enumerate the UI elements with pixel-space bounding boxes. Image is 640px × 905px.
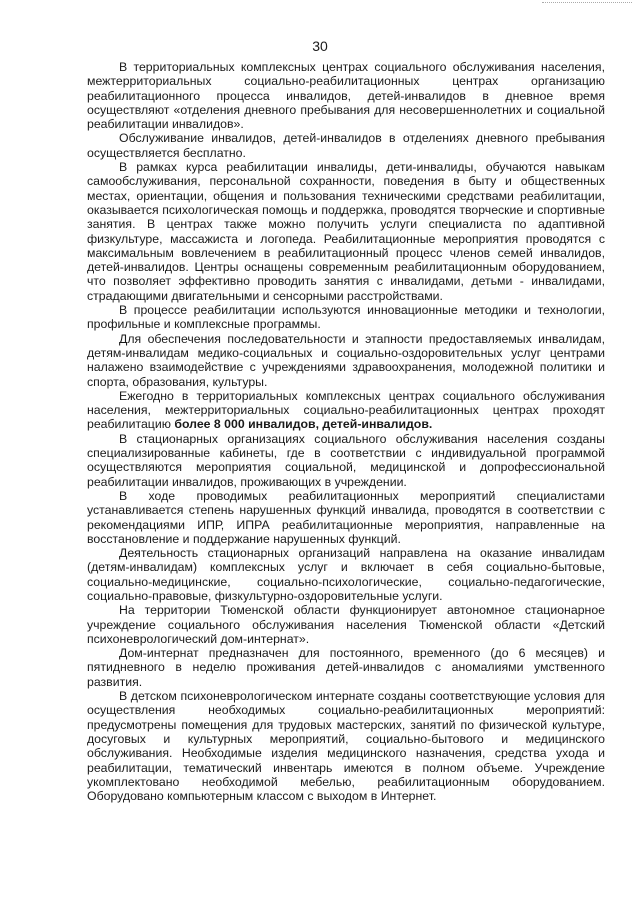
bold-count: более 8 000 инвалидов, детей-инвалидов. — [174, 417, 433, 432]
paragraph: В стационарных организациях социального обслуживания населения созданы специализированные кабинеты, где в соответствии с индивидуальной программой осуществляются мероприятия социальной, медицинской и допрофессиональной реабилитации инвалидов, проживающих в учреждении. — [87, 431, 605, 489]
paragraph: В рамках курса реабилитации инвалиды, дети-инвалиды, обучаются навыкам самообслуживания, персональной сохранности, поведения в быту и общественных местах, ориентации, общения и пользования техническими средствами реабилитации, оказывается психологическая помощь и поддержка, проводятся творческие и спортивные занятия. В центрах также можно получить услуги специалиста по адаптивной физкультуре, массажиста и логопеда. Реабилитационные мероприятия проводятся с максимальным вовлечением в реабилитационный процесс членов семей инвалидов, детей-инвалидов. Центры оснащены современным реабилитационным оборудованием, что позволяет эффективно проводить занятия с инвалидами, детьми - инвалидами, страдающими двигательными и сенсорными расстройствами. — [87, 160, 605, 303]
paragraph: В территориальных комплексных центрах социального обслуживания населения, межтерриториальных социально-реабилитационных центрах организацию реабилитационного процесса инвалидов, детей-инвалидов в дневное время осуществляют «отделения дневного пребывания для несовершеннолетних и социальной реабилитации инвалидов». — [87, 60, 605, 132]
document-body — [87, 60, 605, 803]
paragraph-with-bold — [87, 389, 605, 432]
paragraph: Дом-интернат предназначен для постоянного, временного (до 6 месяцев) и пятидневного в неделю проживания детей-инвалидов с аномалиями умственного развития. — [87, 646, 605, 689]
paragraph: Обслуживание инвалидов, детей-инвалидов в отделениях дневного пребывания осуществляется бесплатно. — [87, 131, 605, 160]
page-number: 30 — [312, 38, 328, 54]
paragraph: В детском психоневрологическом интернате созданы соответствующие условия для осуществления необходимых социально-реабилитационных мероприятий: предусмотрены помещения для трудовых мастерских, занятий по физической культуре, досуговых и культурных мероприятий, социально-бытового и медицинского обслуживания. Необходимые изделия медицинского назначения, средства ухода и реабилитации, тематический инвентарь имеются в полном объеме. Учреждение укомплектовано необходимой мебелью, реабилитационным оборудованием. Оборудовано компьютерным классом с выходом в Интернет. — [87, 689, 605, 804]
paragraph: В процессе реабилитации используются инновационные методики и технологии, профильные и комплексные программы. — [87, 303, 605, 332]
paragraph: В ходе проводимых реабилитационных мероприятий специалистами устанавливается степень нарушенных функций инвалида, проводятся в соответствии с рекомендациями ИПР, ИПРА реабилитационные мероприятия, направленные на восстановление и поддержание нарушенных функций. — [87, 488, 605, 546]
scan-artifact — [542, 2, 632, 7]
paragraph: Для обеспечения последовательности и этапности предоставляемых инвалидам, детям-инвалидам медико-социальных и социально-оздоровительных услуг центрами налажено взаимодействие с учреждениями здравоохранения, молодежной политики и спорта, образования, культуры. — [87, 331, 605, 389]
paragraph: Деятельность стационарных организаций направлена на оказание инвалидам (детям-инвалидам) комплексных услуг и включает в себя социально-бытовые, социально-медицинские, социально-психологические, социально-педагогические, социально-правовые, физкультурно-оздоровительные услуги. — [87, 546, 605, 603]
paragraph-text: Ежегодно в территориальных комплексных центрах социального обслуживания населения, межтерриториальных социально-реабилитационных центрах проходят реабилитацию — [87, 388, 605, 432]
paragraph: На территории Тюменской области функционирует автономное стационарное учреждение социального обслуживания населения Тюменской области «Детский психоневрологический дом-интернат». — [87, 603, 605, 646]
